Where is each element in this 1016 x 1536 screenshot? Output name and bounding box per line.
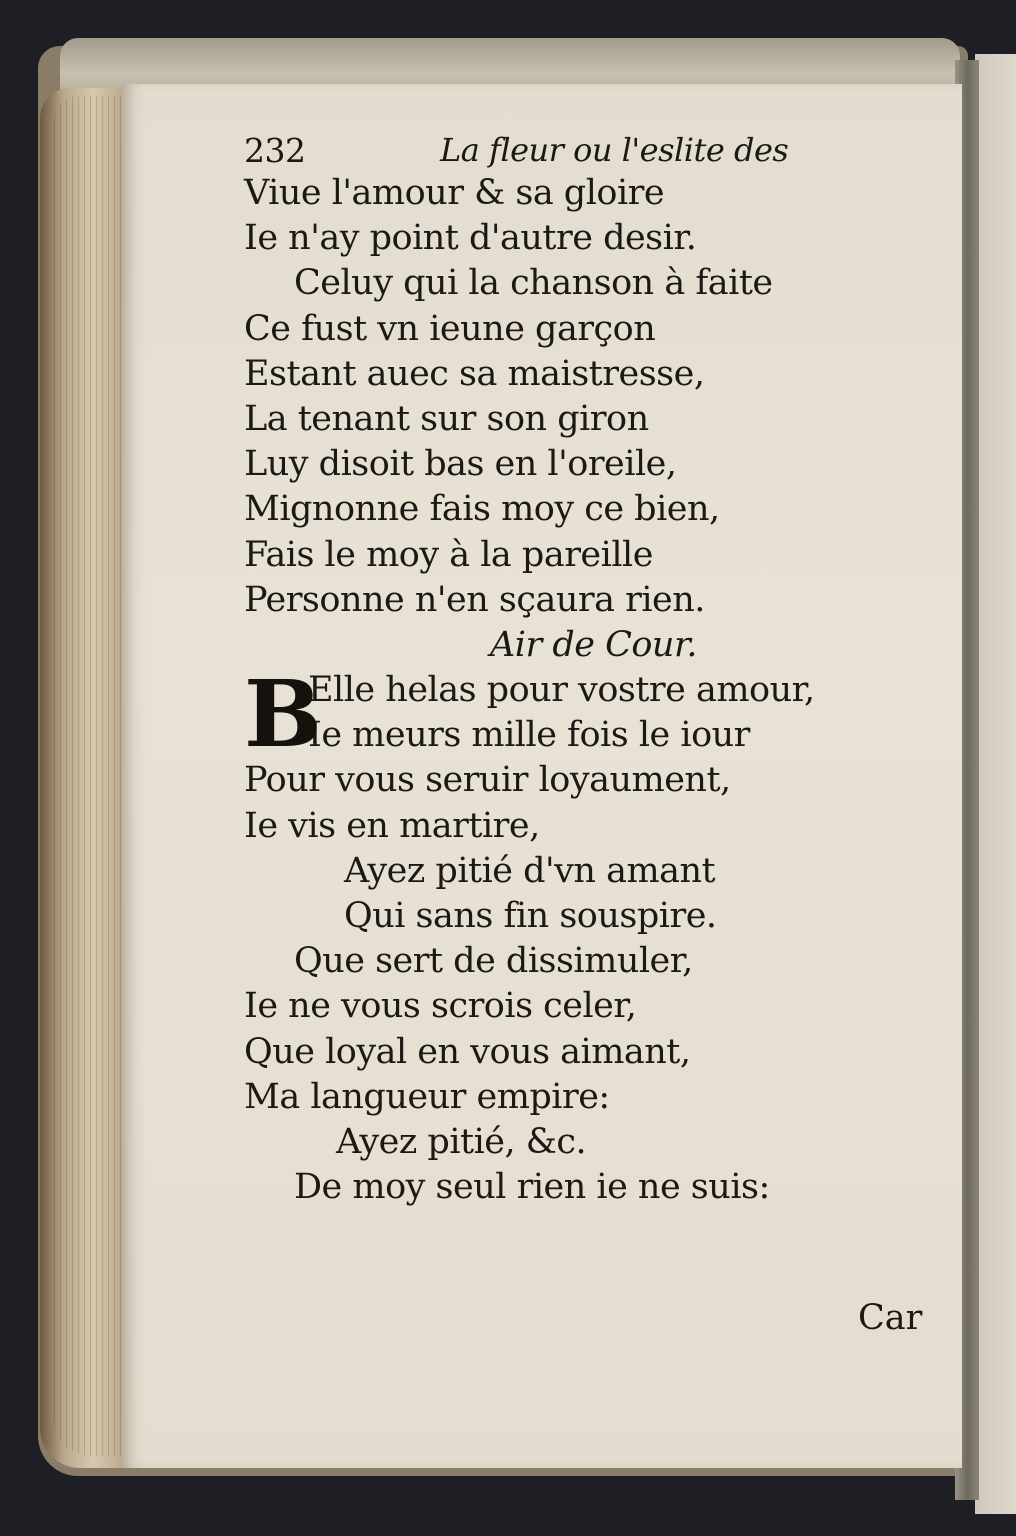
drop-cap: B [244, 660, 322, 769]
running-head [244, 126, 854, 171]
verse-line: Ayez pitié, &c. [336, 1121, 587, 1162]
verse-line: Ie meurs mille fois le iour [308, 715, 750, 756]
verse-line: Ce fust vn ieune garçon [244, 308, 656, 349]
stanza-opening [244, 660, 854, 769]
page-number: 232 [244, 131, 306, 170]
section-heading: Air de Cour. [490, 624, 697, 665]
verse-line: Personne n'en sçaura rien. [244, 579, 705, 620]
facing-page-edge [975, 54, 1016, 1514]
verse-line: Ie ne vous scrois celer, [244, 986, 637, 1027]
verse-line: De moy seul rien ie ne suis: [294, 1167, 770, 1208]
verse-line: Ma langueur empire: [244, 1076, 610, 1117]
verse-line: Elle helas pour vostre amour, [308, 670, 815, 711]
verse-line: Viue l'amour & sa gloire [244, 173, 665, 213]
verse-line: Luy disoit bas en l'oreile, [244, 444, 677, 485]
verse-line: Estant auec sa maistresse, [244, 353, 705, 394]
verse-line: Mignonne fais moy ce bien, [244, 489, 720, 530]
verse-line: Ie n'ay point d'autre desir. [244, 218, 697, 259]
verse-line: Ie vis en martire, [244, 805, 540, 846]
verse-line: Qui sans fin souspire. [344, 896, 717, 936]
verse-line: La tenant sur son giron [244, 398, 649, 439]
verse-line: Pour vous seruir loyaument, [244, 760, 731, 801]
running-title: La fleur ou l'eslite des [440, 131, 789, 169]
verse-line: Que loyal en vous aimant, [244, 1031, 691, 1072]
verse-line: Que sert de dissimuler, [294, 941, 693, 982]
page-text [244, 126, 854, 1210]
verse-line: Celuy qui la chanson à faite [294, 263, 773, 304]
verse-line: Ayez pitié d'vn amant [344, 850, 716, 891]
verse-line: Fais le moy à la pareille [244, 534, 653, 575]
catchword: Car [858, 1298, 923, 1338]
